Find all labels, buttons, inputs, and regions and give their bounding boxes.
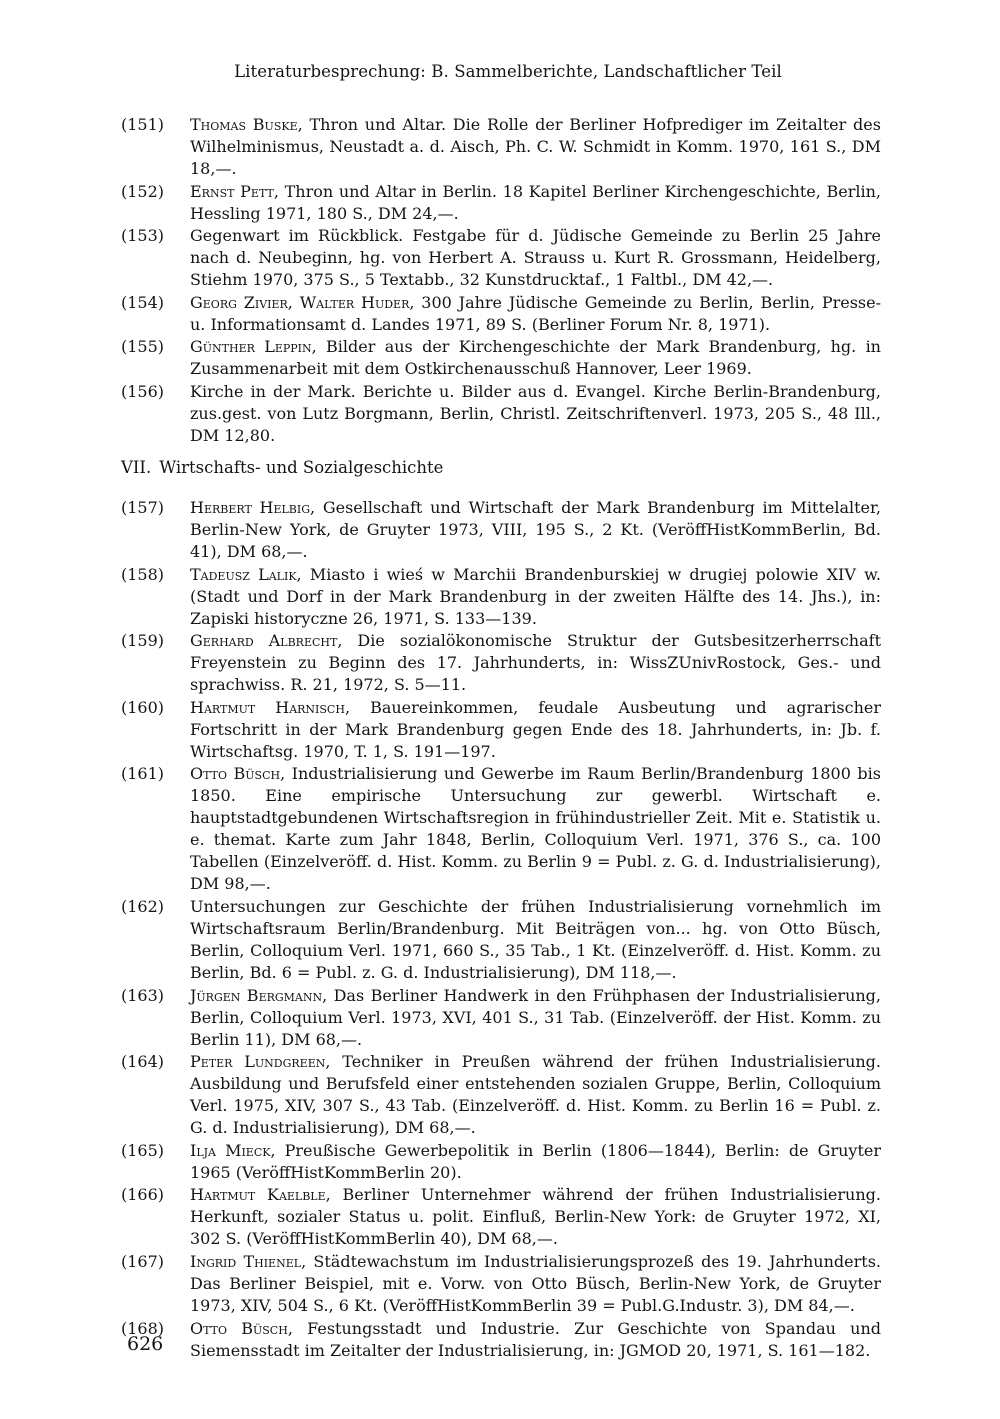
bibliography-entry bbox=[121, 497, 881, 563]
bibliography-entry bbox=[121, 225, 881, 291]
entry-number: (166) bbox=[121, 1185, 165, 1205]
entry-author: Otto Büsch bbox=[190, 764, 281, 784]
entry-number: (158) bbox=[121, 564, 165, 584]
entry-author: Tadeusz Lalik bbox=[190, 564, 297, 584]
bibliography-entry bbox=[121, 630, 881, 696]
bibliography-list-top bbox=[121, 114, 881, 448]
bibliography-entry bbox=[121, 114, 881, 180]
entry-author: Peter Lundgreen bbox=[190, 1052, 326, 1072]
entry-author: Günther Leppin bbox=[190, 337, 312, 357]
section-numeral: VII. bbox=[121, 458, 152, 477]
entry-text: Kirche in der Mark. Berichte u. Bilder aus d. Evangel. Kirche Berlin-Brandenburg, zus.gest. von Lutz Borgmann, Berlin, Christl. Zeitschriftenverl. 1973, 205 S., 48 Ill., DM 12,80. bbox=[190, 381, 881, 445]
section-title: Wirtschafts- und Sozialgeschichte bbox=[159, 458, 444, 477]
entry-text: , Industrialisierung und Gewerbe im Raum Berlin/Brandenburg 1800 bis 1850. Eine empirische Untersuchung zur gewerbl. Wirtschaft e. hauptstadtgebundenen Wirtschaftsregion in frühindustrieller Zeit. Mit e. Statistik u. e. themat. Karte zum Jahr 1848, Berlin, Colloquium Verl. 1971, 376 S., ca. 100 Tabellen (Einzelveröff. d. Hist. Komm. zu Berlin 9 = Publ. z. G. d. Industrialisierung), DM 98,—. bbox=[190, 764, 881, 894]
entry-text: , Preußische Gewerbepolitik in Berlin (1806—1844), Berlin: de Gruyter 1965 (VeröffHistKommBerlin 20). bbox=[190, 1140, 881, 1182]
entry-text: , Das Berliner Handwerk in den Frühphasen der Industrialisierung, Berlin, Colloquium Verl. 1973, XVI, 401 S., 31 Tab. (Einzelveröff. der Hist. Komm. zu Berlin 11), DM 68,—. bbox=[190, 985, 882, 1049]
entry-author: Jürgen Bergmann bbox=[190, 985, 323, 1005]
entry-text: , Städtewachstum im Industrialisierungsprozeß des 19. Jahrhunderts. Das Berliner Beispiel, mit e. Vorw. von Otto Büsch, Berlin-New York, de Gruyter 1973, XIV, 504 S., 6 Kt. (VeröffHistKommBerlin 39 = Publ.G.Industr. 3), DM 84,—. bbox=[190, 1251, 881, 1315]
entry-text: , Thron und Altar in Berlin. 18 Kapitel Berliner Kirchengeschichte, Berlin, Hessling 1971, 180 S., DM 24,—. bbox=[190, 181, 882, 223]
entry-author: Ernst Pett bbox=[190, 181, 274, 201]
entry-text: , Gesellschaft und Wirtschaft der Mark Brandenburg im Mittelalter, Berlin-New York, de Gruyter 1973, VIII, 195 S., 2 Kt. (VeröffHistKommBerlin, Bd. 41), DM 68,—. bbox=[190, 498, 881, 561]
entry-author: Otto Büsch bbox=[190, 1318, 288, 1338]
entry-text: , 300 Jahre Jüdische Gemeinde zu Berlin, Berlin, Presse- u. Informationsamt d. Landes 1971, 89 S. (Berliner Forum Nr. 8, 1971). bbox=[190, 292, 881, 334]
entry-number: (157) bbox=[121, 498, 165, 517]
entry-text: , Die sozialökonomische Struktur der Gutsbesitzerherrschaft Freyenstein zu Beginn des 17. Jahrhunderts, in: WissZUnivRostock, Ges.- und sprachwiss. R. 21, 1972, S. 5—11. bbox=[190, 631, 881, 695]
entry-text: , Bilder aus der Kirchengeschichte der Mark Brandenburg, hg. in Zusammenarbeit mit dem Ostkirchenausschuß Hannover, Leer 1969. bbox=[190, 337, 881, 379]
entry-number: (153) bbox=[121, 226, 165, 246]
entry-number: (167) bbox=[121, 1251, 165, 1271]
entry-text: , Techniker in Preußen während der frühen Industrialisierung. Ausbildung und Berufsfeld einer entstehenden sozialen Gruppe, Berlin, Colloquium Verl. 1975, XIV, 307 S., 43 Tab. (Einzelveröff. d. Hist. Komm. zu Berlin 16 = Publ. z. G. d. Industrialisierung), DM 68,—. bbox=[190, 1052, 882, 1138]
entry-author: Hartmut Harnisch bbox=[190, 697, 345, 717]
entry-author: Ilja Mieck bbox=[190, 1140, 271, 1160]
entry-number: (151) bbox=[121, 115, 165, 134]
entry-number: (168) bbox=[121, 1318, 165, 1338]
bibliography-entry bbox=[121, 1251, 881, 1317]
entry-number: (163) bbox=[121, 985, 165, 1005]
entry-number: (160) bbox=[121, 697, 165, 717]
bibliography-entry bbox=[121, 292, 881, 336]
entry-text: Untersuchungen zur Geschichte der frühen Industrialisierung vornehmlich im Wirtschaftsraum Berlin/Brandenburg. Mit Beiträgen von... hg. von Otto Büsch, Berlin, Colloquium Verl. 1971, 660 S., 35 Tab., 1 Kt. (Einzelveröff. d. Hist. Komm. zu Berlin, Bd. 6 = Publ. z. G. d. Industrialisierung), DM 118,—. bbox=[190, 896, 881, 982]
entry-author: Hartmut Kaelble bbox=[190, 1185, 326, 1205]
bibliography-entry bbox=[121, 381, 881, 447]
bibliography-entry bbox=[121, 697, 881, 763]
entry-text: , Festungsstadt und Industrie. Zur Geschichte von Spandau und Siemensstadt im Zeitalter der Industrialisierung, in: JGMOD 20, 1971, S. 161—182. bbox=[190, 1318, 881, 1360]
bibliography-entry bbox=[121, 985, 881, 1051]
entry-number: (152) bbox=[121, 181, 165, 201]
entry-text: Gegenwart im Rückblick. Festgabe für d. Jüdische Gemeinde zu Berlin 25 Jahre nach d. Neubeginn, hg. von Herbert A. Strauss u. Kurt R. Grossmann, Heidelberg, Stiehm 1970, 375 S., 5 Textabb., 32 Kunstdrucktaf., 1 Faltbl., DM 42,—. bbox=[190, 226, 881, 290]
bibliography-entry bbox=[121, 564, 881, 630]
bibliography-list-section bbox=[121, 497, 881, 1362]
bibliography-entry bbox=[121, 1140, 881, 1184]
page-number: 626 bbox=[127, 1333, 164, 1355]
bibliography-entry bbox=[121, 896, 881, 984]
entry-text: , Berliner Unternehmer während der frühen Industrialisierung. Herkunft, sozialer Status u. polit. Einfluß, Berlin-New York: de Gruyter 1972, XI, 302 S. (VeröffHistKommBerlin 40), DM 68,—. bbox=[190, 1185, 881, 1249]
entry-number: (162) bbox=[121, 896, 165, 916]
bibliography-entry bbox=[121, 181, 881, 225]
entry-number: (164) bbox=[121, 1052, 165, 1072]
entry-author: Gerhard Albrecht bbox=[190, 631, 338, 651]
bibliography-entry bbox=[121, 763, 881, 895]
entry-number: (155) bbox=[121, 337, 165, 357]
entry-number: (154) bbox=[121, 292, 165, 312]
bibliography-entry bbox=[121, 1051, 881, 1139]
entry-author: Herbert Helbig bbox=[190, 498, 311, 517]
section-heading bbox=[121, 458, 443, 477]
bibliography-entry bbox=[121, 1318, 881, 1362]
entry-number: (159) bbox=[121, 631, 165, 651]
running-head: Literaturbesprechung: B. Sammelberichte, Landschaftlicher Teil bbox=[234, 62, 782, 81]
entry-author: Ingrid Thienel bbox=[190, 1251, 302, 1271]
entry-author: Thomas Buske bbox=[190, 115, 298, 134]
bibliography-entry bbox=[121, 1184, 881, 1250]
entry-text: , Miasto i wieś w Marchii Brandenburskiej w drugiej polowie XIV w. (Stadt und Dorf in der Mark Brandenburg in der zweiten Hälfte des 14. Jhs.), in: Zapiski historyczne 26, 1971, S. 133—139. bbox=[190, 564, 882, 628]
entry-number: (161) bbox=[121, 764, 165, 784]
entry-number: (156) bbox=[121, 381, 165, 401]
entry-number: (165) bbox=[121, 1140, 165, 1160]
entry-text: , Bauereinkommen, feudale Ausbeutung und agrarischer Fortschritt in der Mark Brandenburg gegen Ende des 18. Jahrhunderts, in: Jb. f. Wirtschaftsg. 1970, T. 1, S. 191—197. bbox=[190, 697, 881, 761]
entry-text: , Thron und Altar. Die Rolle der Berliner Hofprediger im Zeitalter des Wilhelminismus, Neustadt a. d. Aisch, Ph. C. W. Schmidt in Komm. 1970, 161 S., DM 18,—. bbox=[190, 115, 881, 178]
entry-author: Georg Zivier, Walter Huder bbox=[190, 292, 410, 312]
bibliography-entry bbox=[121, 336, 881, 380]
